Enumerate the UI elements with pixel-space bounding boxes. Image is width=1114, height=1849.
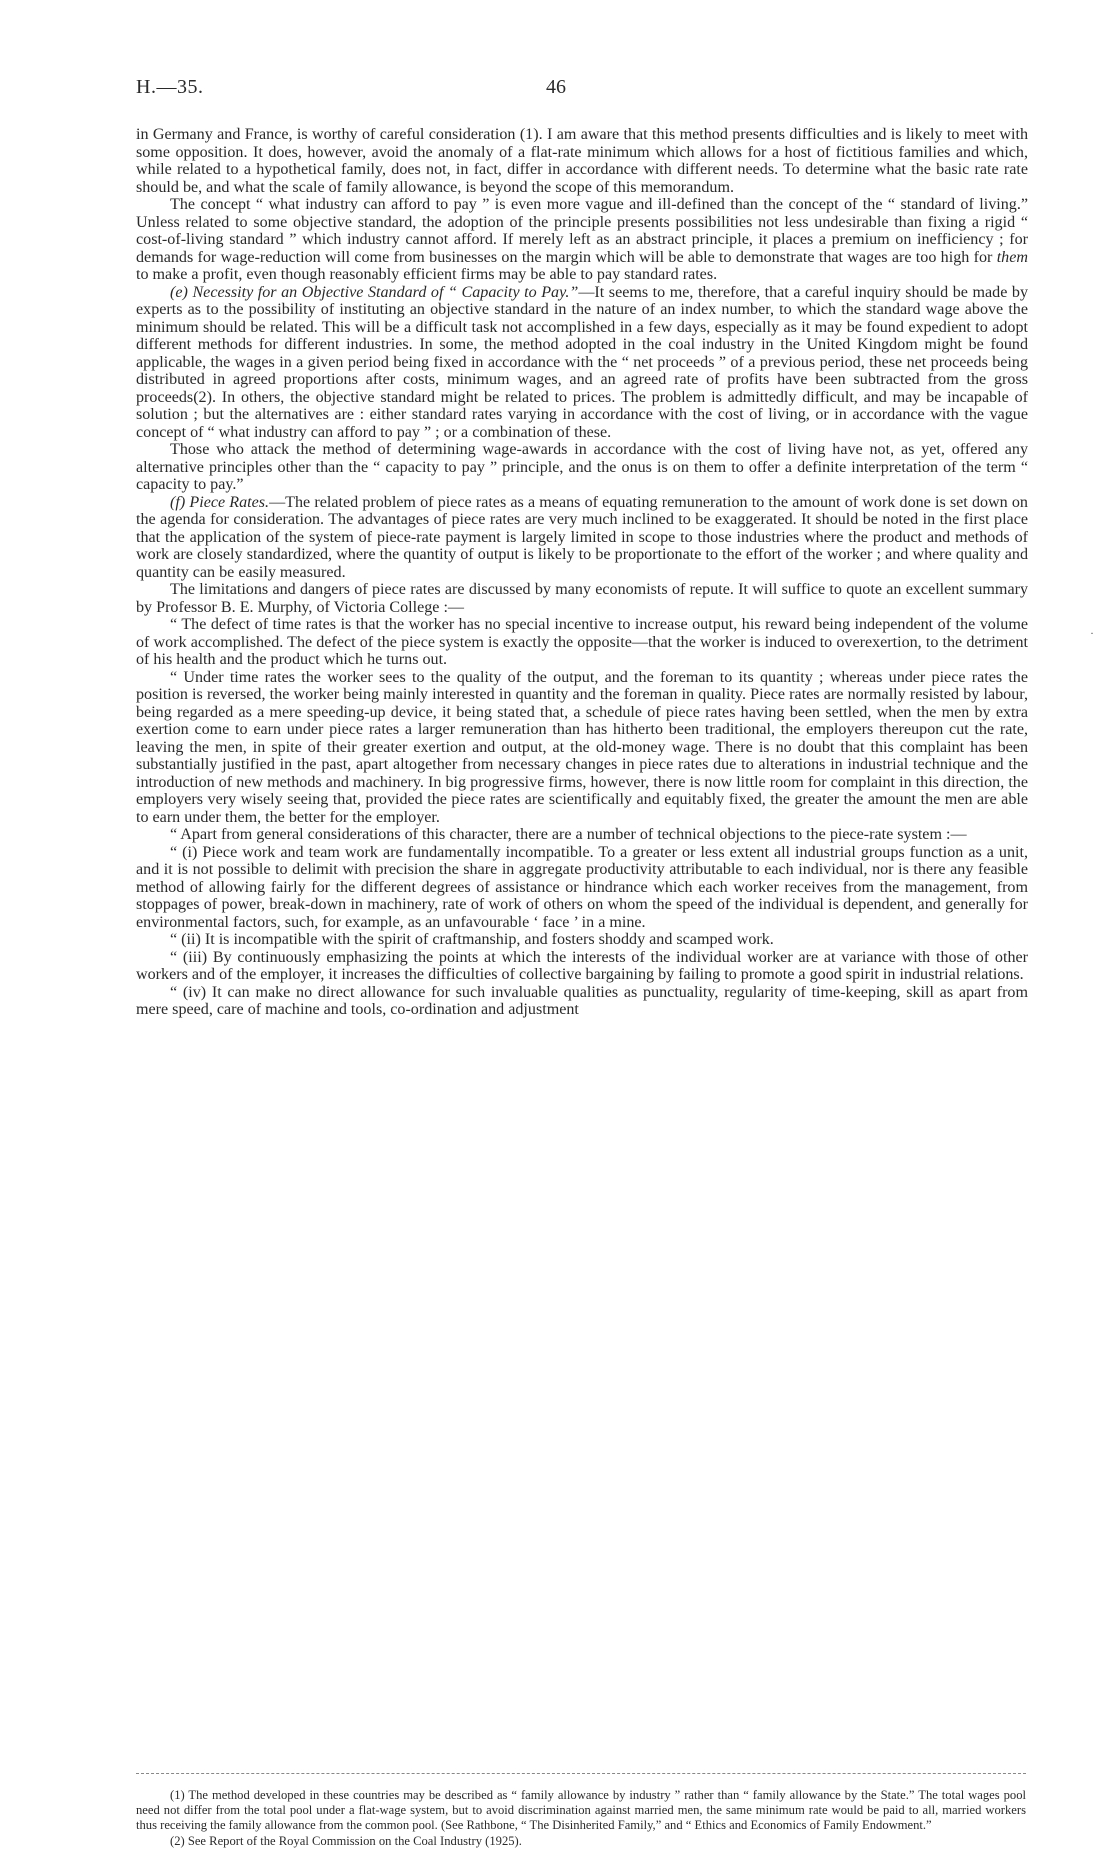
footnote-divider — [136, 1773, 1026, 1774]
section-heading: Piece Rates. — [189, 493, 270, 511]
section-heading: Necessity for an Objective Standard of “ Capacity to Pay.” — [192, 283, 579, 301]
quote-quality-quantity: “ Under time rates the worker sees to the quality of the output, and the foreman to its quantity ; whereas under piece rates the position is reversed, the worker being mainly interested in quantity and the foreman in quality. Piece rates are normally resisted by labour, being regarded as a mere speeding-up device, it being stated that, a schedule of piece rates having been settled, when the men by extra exertion come to earn under piece rates a larger remuneration than has hitherto been traditional, the employers thereupon cut the rate, leaving the men, in spite of their greater exertion and output, at the old-money wage. There is no doubt that this complaint has been substantially justified in the past, apart altogether from necessary changes in piece rates due to alterations in industrial technique and the introduction of new methods and machinery. In big progressive firms, however, there is now little room for complaint in this direction, the employers very wisely seeing that, provided the piece rates are scientifically and equitably fixed, the greater the amount the men are able to earn under them, the better for the employer. — [136, 668, 1028, 826]
paragraph-text: —The related problem of piece rates as a means of equating remuneration to the amount of work done is set down on the agenda for consideration. The advantages of piece rates are very much inclined to be exaggerated. It should be noted in the first place that the application of the system of piece-rate payment is largely limited in scope to those industries where the product and methods of work are closely standardized, where the quantity of output is likely to be proportionate to the effort of the worker ; and where quality and quantity can be easily measured. — [136, 493, 1028, 581]
margin-mark: · — [1090, 626, 1094, 640]
quote-time-rates: “ The defect of time rates is that the worker has no special incentive to increase output, his reward being independent of the volume of work accomplished. The defect of the piece system is exactly the opposite—that the worker is induced to overexertion, to the detriment of his health and the product which he turns out. — [136, 616, 1028, 668]
footnote-1: (1) The method developed in these countries may be described as “ family allowance by industry ” rather than “ family allowance by the State.” The total wages pool need not differ from the total pool under a flat-wage system, but to avoid discrimination against married men, the same minimum rate would be paid to all, married workers thus receiving the family allowance from the common pool. (See Rathbone, “ The Disinherited Family,” and “ Ethics and Economics of Family Endowment.” — [136, 1788, 1026, 1833]
page-number: 46 — [546, 76, 566, 98]
emphasis-text: them — [996, 248, 1028, 266]
paragraph-text: to make a profit, even though reasonably efficient firms may be able to pay standard rates. — [136, 266, 718, 283]
footnotes — [136, 1788, 1026, 1849]
page-header — [136, 76, 1026, 106]
paragraph-text: The concept “ what industry can afford to pay ” is even more vague and ill-defined than the concept of the “ standard of living.” Unless related to some objective standard, the adoption of the principle presents possibilities not less undesirable than fixing a rigid “ cost-of-living standard ” which industry cannot afford. If merely left as an abstract principle, it places a premium on inefficiency ; for demands for wage-reduction will come from businesses on the margin which will be able to demonstrate that wages are too high for — [136, 196, 1028, 266]
paragraph-section-f — [136, 494, 1028, 582]
paragraph-attack-method: Those who attack the method of determining wage-awards in accordance with the cost of living have not, as yet, offered any alternative principles other than the “ capacity to pay ” principle, and the onus is on them to offer a definite interpretation of the term “ capacity to pay.” — [136, 441, 1028, 493]
section-label: (f) — [170, 493, 186, 511]
paragraph-limitations: The limitations and dangers of piece rates are discussed by many economists of repute. It will suffice to quote an excellent summary by Professor B. E. Murphy, of Victoria College :— — [136, 581, 1028, 616]
document-reference: H.—35. — [136, 76, 204, 98]
paragraph-section-e — [136, 284, 1028, 442]
section-label: (e) — [170, 283, 188, 301]
paragraph-text: —It seems to me, therefore, that a careful inquiry should be made by experts as to the possibility of instituting an objective standard in the nature of an index number, to which the standard wage above the minimum should be related. This will be a difficult task not accomplished in a few days, especially as it may be found expedient to adopt different methods for different industries. In some, the method adopted in the coal industry in the United Kingdom might be found applicable, the wages in a given period being fixed in accordance with the “ net proceeds ” of a previous period, these net proceeds being distributed in agreed proportions after costs, minimum wages, and an agreed rate of profits have been subtracted from the gross proceeds(2). In others, the objective standard might be related to prices. The problem is admittedly difficult, and may be incapable of solution ; but the alternatives are : either standard rates varying in accordance with the cost of living, or in accordance with the vague concept of “ what industry can afford to pay ” ; or a combination of these. — [136, 283, 1028, 441]
footnote-2: (2) See Report of the Royal Commission on the Coal Industry (1925). — [170, 1833, 522, 1848]
objection-ii: “ (ii) It is incompatible with the spirit of craftmanship, and fosters shoddy and scamped work. — [170, 931, 774, 948]
paragraph-capacity-concept — [136, 196, 1028, 284]
objection-i: “ (i) Piece work and team work are fundamentally incompatible. To a greater or less extent all industrial groups function as a unit, and it is not possible to delimit with precision the share in aggregate productivity attributable to each individual, nor is there any feasible method of allowing fairly for the different degrees of assistance or hindrance which each worker receives from the management, from stoppages of power, break-down in machinery, rate of work of others on whom the speed of the individual is dependent, and generally for environmental factors, such, for example, as an unfavourable ‘ face ’ in a mine. — [136, 843, 1028, 931]
quote-technical-objections: “ Apart from general considerations of this character, there are a number of technical objections to the piece-rate system :— — [170, 826, 967, 843]
body-text — [136, 126, 1028, 1019]
objection-iv: “ (iv) It can make no direct allowance for such invaluable qualities as punctuality, regularity of time-keeping, skill as apart from mere speed, care of machine and tools, co-ordination and adjustment — [136, 983, 1028, 1018]
objection-iii: “ (iii) By continuously emphasizing the points at which the interests of the individual worker are at variance with those of other workers and of the employer, it increases the difficulties of collective bargaining by failing to promote a good spirit in industrial relations. — [136, 948, 1028, 983]
paragraph-continuation: in Germany and France, is worthy of careful consideration (1). I am aware that this method presents difficulties and is likely to meet with some opposition. It does, however, avoid the anomaly of a flat-rate minimum which allows for a host of fictitious families and which, while related to a hypothetical family, does not, in fact, differ in accordance with different needs. To determine what the basic rate rate should be, and what the scale of family allowance, is beyond the scope of this memorandum. — [136, 126, 1028, 196]
